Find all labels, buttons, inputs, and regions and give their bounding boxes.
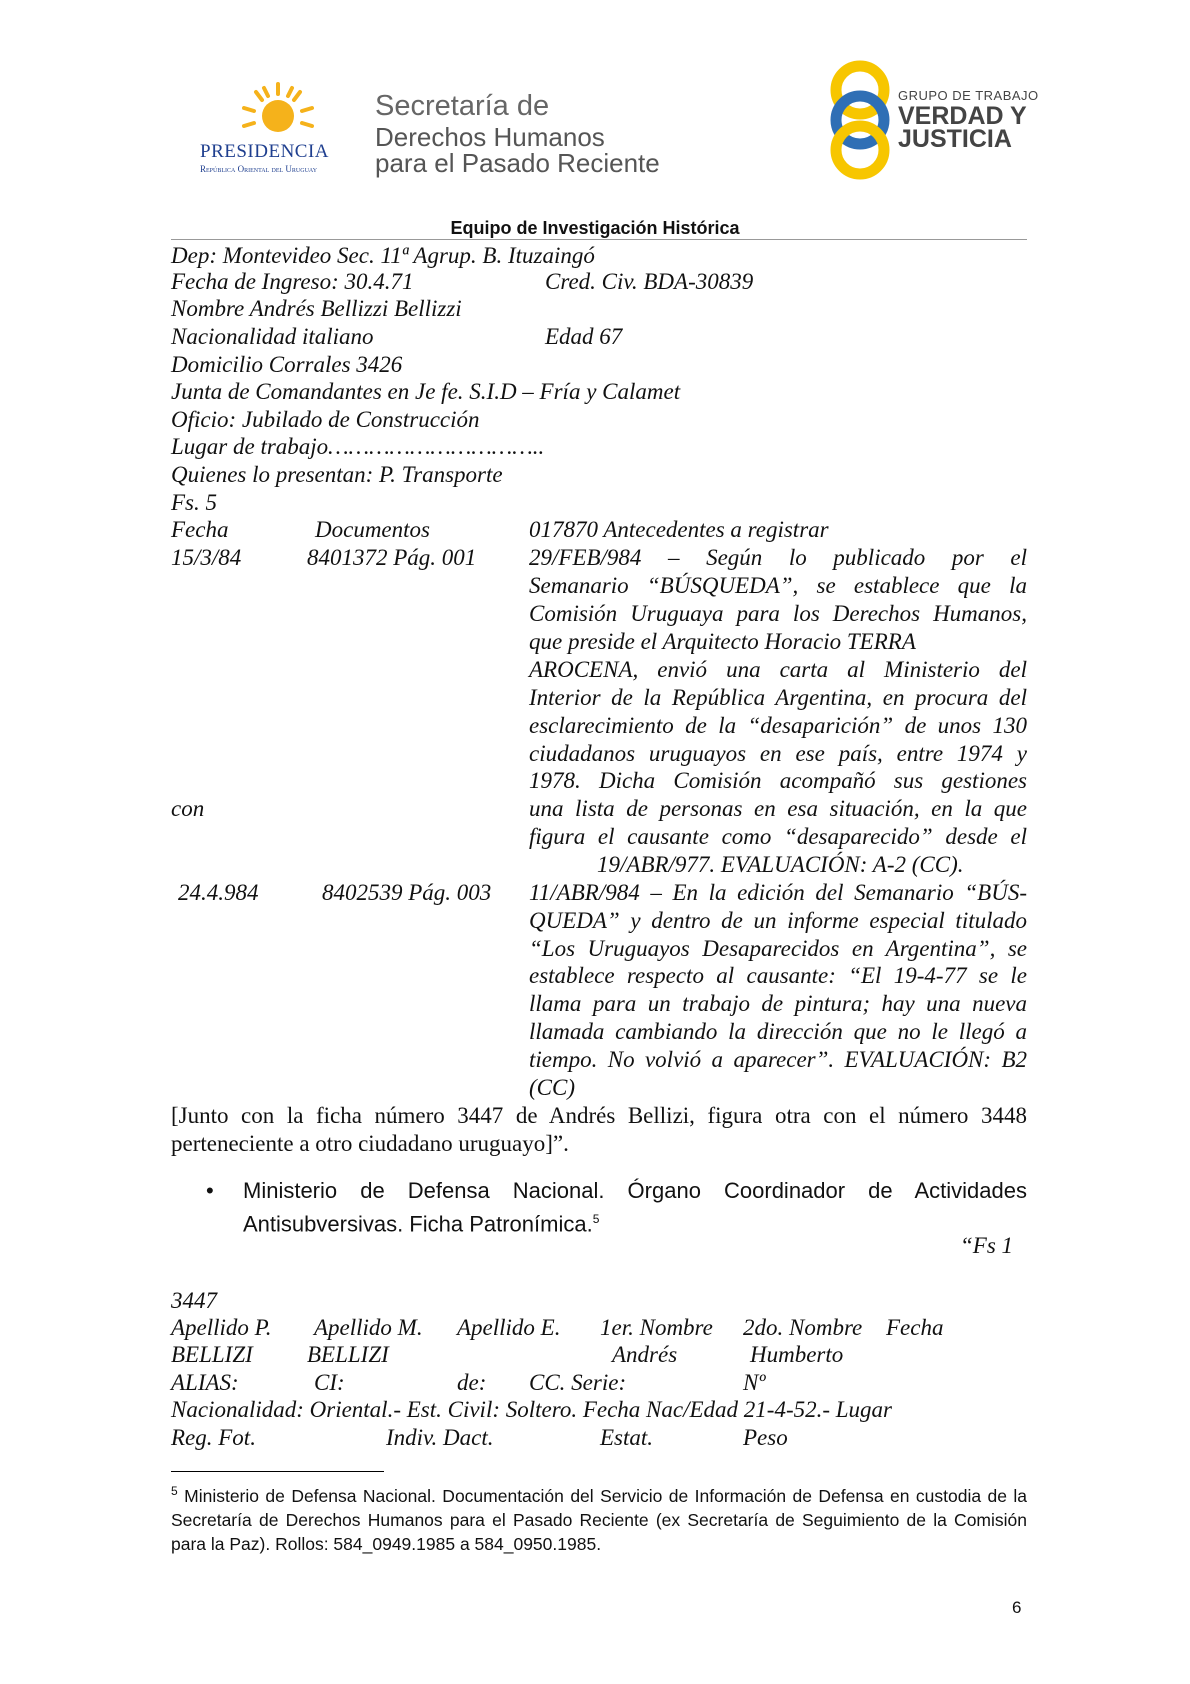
team-title: Equipo de Investigación Histórica [450, 218, 740, 238]
verdad-label: VERDAD Y [898, 102, 1027, 130]
presidencia-logo [198, 78, 358, 178]
ficha-header-nombre2: 2do. Nombre [743, 1315, 863, 1340]
col-antecedentes-header: 017870 Antecedentes a registrar [529, 517, 829, 542]
footnote-text: Ministerio de Defensa Nacional. Documentación del Servicio de Información de Defensa en custodia de la Secretaría de Derechos Humanos para el Pasado Reciente (ex Secretaría de Seguimiento de la Comisión para la Paz). Rollos: 584_0949.1985 a 584_0950.1985. [171, 1485, 1027, 1554]
row1-line: Semanario “BÚSQUEDA”, se establece que la [529, 573, 1027, 598]
footnote-ref[interactable]: 5 [592, 1212, 600, 1226]
grupo-de-trabajo-label: GRUPO DE TRABAJO [898, 88, 1039, 103]
bullet-icon: • [206, 1178, 214, 1203]
row1-line: Comisión Uruguaya para los Derechos Humanos, [529, 601, 1027, 626]
ficha-peso: Peso [743, 1425, 788, 1450]
ficha-value-apellido-p: BELLIZI [171, 1342, 253, 1367]
secretaria-line2: Derechos Humanos [375, 122, 605, 152]
ficha-header-apellido-e: Apellido E. [457, 1315, 561, 1340]
bullet-line2 [243, 1205, 1027, 1238]
row1-line: ciudadanos uruguayos en ese país, entre 1974 y [529, 741, 1027, 766]
note-line2: perteneciente a otro ciudadano uruguayo]”. [171, 1131, 569, 1156]
ficha-value-nombre1: Andrés [612, 1342, 678, 1367]
ficha-header-apellido-p: Apellido P. [171, 1315, 272, 1340]
row2-line: establece respecto al causante: “El 19-4-77 se le [529, 963, 1027, 988]
record-oficio: Oficio: Jubilado de Construcción [171, 407, 480, 432]
ficha-header-apellido-m: Apellido M. [314, 1315, 423, 1340]
row1-line: figura el causante como “desaparecido” desde el [529, 824, 1027, 849]
record-edad: Edad 67 [545, 324, 623, 349]
bullet-line1: Ministerio de Defensa Nacional. Órgano Coordinador de Actividades [243, 1178, 1027, 1203]
row1-line: 29/FEB/984 – Según lo publicado por el [529, 545, 1027, 570]
ficha-nacionalidad: Nacionalidad: Oriental.- Est. Civil: Soltero. Fecha Nac/Edad 21-4-52.- Lugar [171, 1397, 893, 1422]
row1-fecha: 15/3/84 [171, 545, 242, 570]
justicia-label: JUSTICIA [898, 125, 1012, 153]
bullet-item [243, 1177, 1027, 1238]
secretaria-line3: para el Pasado Reciente [375, 148, 660, 178]
ficha-indiv-dact: Indiv. Dact. [386, 1425, 494, 1450]
ficha-fs1: “Fs 1 [960, 1233, 1014, 1258]
row1-line: que preside el Arquitecto Horacio TERRA [529, 629, 916, 654]
row1-line: 19/ABR/977. EVALUACIÓN: A-2 (CC). [597, 852, 964, 877]
row1-line: esclarecimiento de la “desaparición” de unos 130 [529, 713, 1027, 738]
row1-line: Interior de la República Argentina, en procura del [529, 685, 1027, 710]
row2-documento: 8402539 Pág. 003 [322, 880, 492, 905]
row2-line: QUEDA” y dentro de un informe especial titulado [529, 908, 1027, 933]
record-fecha-ingreso: Fecha de Ingreso: 30.4.71 [171, 269, 414, 294]
ficha-cc-serie: CC. Serie: [529, 1370, 627, 1395]
footnote-divider [171, 1471, 384, 1472]
ficha-numero-label: Nº [743, 1370, 766, 1395]
record-dep: Dep: Montevideo Sec. 11ª Agrup. B. Ituzaingó [171, 243, 595, 268]
row1-line: una lista de personas en esa situación, en la que [529, 796, 1027, 821]
record-domicilio: Domicilio Corrales 3426 [171, 352, 403, 377]
secretaria-line1: Secretaría de [375, 90, 550, 122]
presidencia-subtitle: República Oriental del Uruguay [200, 164, 318, 174]
record-quienes: Quienes lo presentan: P. Transporte [171, 462, 503, 487]
row2-line: llama para un trabajo de pintura; hay una nueva [529, 991, 1027, 1016]
ficha-ci: CI: [314, 1370, 345, 1395]
ficha-header-nombre1: 1er. Nombre [600, 1315, 713, 1340]
footnote-number: 5 [171, 1484, 178, 1498]
ficha-alias: ALIAS: [171, 1370, 239, 1395]
row1-documento: 8401372 Pág. 001 [307, 545, 477, 570]
row2-line: (CC) [529, 1075, 575, 1100]
row2-line: “Los Uruguayos Desaparecidos en Argentina”, se [529, 936, 1027, 961]
presidencia-label: PRESIDENCIA [200, 141, 330, 162]
row2-line: llamada cambiando la dirección que no le llegó a [529, 1019, 1027, 1044]
row1-line: 1978. Dicha Comisión acompañó sus gestiones [529, 768, 1027, 793]
header-divider [171, 239, 1027, 240]
ficha-header-fecha: Fecha [886, 1315, 944, 1340]
row2-line: tiempo. No volvió a aparecer”. EVALUACIÓN: B2 [529, 1047, 1027, 1072]
record-cred: Cred. Civ. BDA-30839 [545, 269, 754, 294]
ficha-value-apellido-m: BELLIZI [307, 1342, 389, 1367]
row2-fecha: 24.4.984 [178, 880, 259, 905]
footnote [171, 1479, 1027, 1556]
record-nacionalidad: Nacionalidad italiano [171, 324, 374, 349]
note-line1: [Junto con la ficha número 3447 de Andrés Bellizi, figura otra con el número 3448 [171, 1103, 1027, 1128]
ficha-estat: Estat. [600, 1425, 654, 1450]
bullet-line2-text: Antisubversivas. Ficha Patronímica. [243, 1211, 593, 1237]
sun-icon [244, 84, 312, 132]
row1-line: AROCENA, envió una carta al Ministerio del [529, 657, 1027, 682]
record-junta: Junta de Comandantes en Je fe. S.I.D – Fría y Calamet [171, 379, 681, 404]
ficha-de: de: [457, 1370, 487, 1395]
row1-con: con [171, 796, 205, 821]
record-lugar: Lugar de trabajo………………………….. [171, 434, 545, 459]
col-fecha-header: Fecha [171, 517, 229, 542]
col-documentos-header: Documentos [315, 517, 430, 542]
record-fs: Fs. 5 [171, 490, 217, 515]
record-nombre: Nombre Andrés Bellizzi Bellizzi [171, 296, 462, 321]
ficha-value-nombre2: Humberto [750, 1342, 844, 1367]
page-number: 6 [1012, 1598, 1022, 1617]
ficha-reg-fot: Reg. Fot. [171, 1425, 256, 1450]
ficha-numero: 3447 [171, 1288, 217, 1313]
row2-line: 11/ABR/984 – En la edición del Semanario “BÚS- [529, 880, 1027, 905]
